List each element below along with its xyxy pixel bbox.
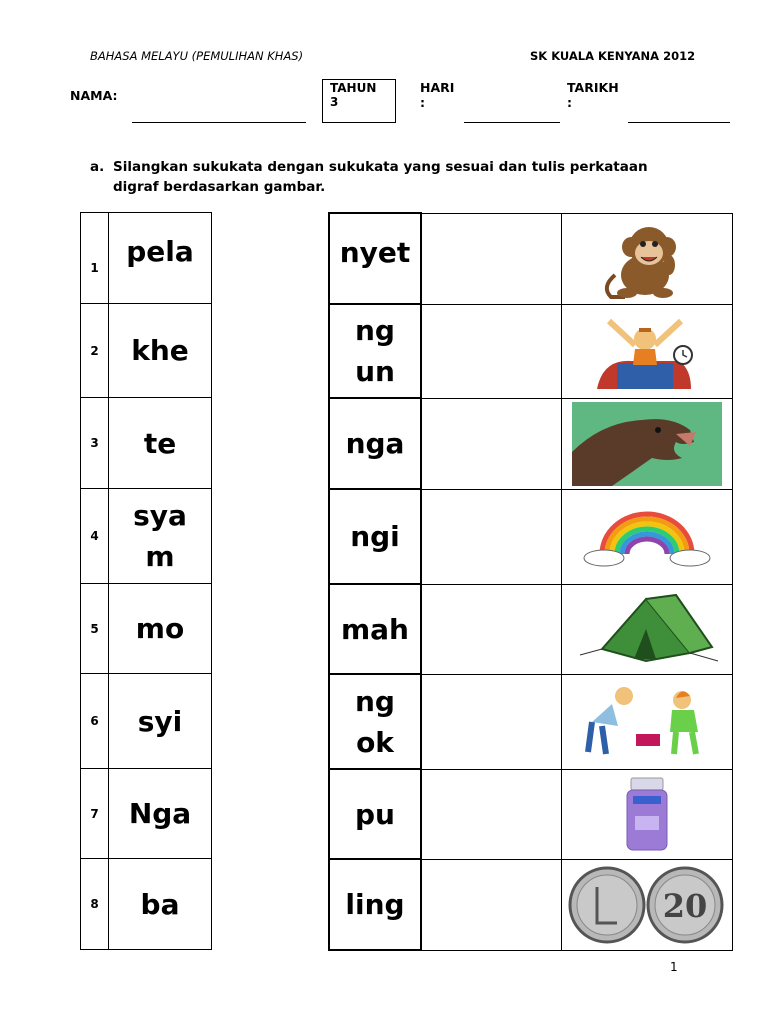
answer-blank[interactable] (421, 584, 561, 674)
monkey-icon (597, 217, 697, 301)
answer-blank[interactable] (421, 674, 561, 769)
right-row (329, 213, 732, 304)
left-syllable[interactable]: te (109, 398, 212, 489)
day-label: HARI (420, 80, 455, 95)
row-number: 3 (81, 398, 109, 489)
row-number: 2 (81, 304, 109, 398)
answer-blank[interactable] (421, 769, 561, 859)
left-row (81, 213, 212, 304)
row-number: 5 (81, 584, 109, 674)
right-syllable[interactable]: ngun (329, 304, 421, 398)
right-syllable-table (328, 212, 733, 951)
school-header: SK KUALA KENYANA 2012 (530, 49, 696, 63)
name-line[interactable] (132, 122, 306, 123)
answer-blank[interactable] (421, 304, 561, 398)
right-syllable[interactable]: ngi (329, 489, 421, 584)
page-number: 1 (670, 960, 678, 974)
date-label: TARIKH (567, 80, 619, 95)
picture-cell (561, 674, 732, 769)
left-syllable[interactable]: ba (109, 859, 212, 950)
picture-cell (561, 769, 732, 859)
picture-cell (561, 584, 732, 674)
subject-header: BAHASA MELAYU (PEMULIHAN KHAS) (90, 49, 304, 63)
coins-icon (567, 865, 727, 945)
lotion-bottle-icon (617, 776, 677, 852)
picture-cell (561, 304, 732, 398)
row-number: 8 (81, 859, 109, 950)
day-label-group (420, 80, 454, 110)
right-syllable[interactable]: pu (329, 769, 421, 859)
instruction-letter: a. (90, 159, 105, 175)
peeking-kids-icon (572, 682, 722, 762)
right-syllable[interactable]: nyet (329, 213, 421, 304)
left-row (81, 489, 212, 584)
answer-blank[interactable] (421, 213, 561, 304)
tent-icon (572, 589, 722, 669)
right-syllable[interactable]: mah (329, 584, 421, 674)
right-syllable[interactable]: nga (329, 398, 421, 489)
right-row (329, 304, 732, 398)
row-number: 4 (81, 489, 109, 584)
answer-blank[interactable] (421, 398, 561, 489)
picture-cell (561, 213, 732, 304)
answer-blank[interactable] (421, 859, 561, 950)
left-syllable[interactable]: syi (109, 674, 212, 769)
right-row (329, 584, 732, 674)
row-number: 1 (81, 213, 109, 304)
left-syllable[interactable]: pela (109, 213, 212, 304)
left-syllable[interactable]: syam (109, 489, 212, 584)
picture-cell (561, 398, 732, 489)
left-syllable[interactable]: mo (109, 584, 212, 674)
left-syllable-table (80, 212, 212, 950)
answer-blank[interactable] (421, 489, 561, 584)
left-row (81, 859, 212, 950)
svg-text:20: 20 (662, 886, 707, 925)
date-label-group (567, 80, 619, 110)
picture-cell (561, 859, 732, 950)
waking-man-icon (587, 309, 707, 393)
picture-cell (561, 489, 732, 584)
rainbow-icon (582, 502, 712, 572)
day-colon: : (420, 95, 425, 110)
left-row (81, 398, 212, 489)
row-number: 6 (81, 674, 109, 769)
day-line[interactable] (464, 122, 560, 123)
right-syllable[interactable]: ling (329, 859, 421, 950)
year-value: 3 (330, 95, 339, 109)
left-row (81, 304, 212, 398)
row-number: 7 (81, 769, 109, 859)
right-row (329, 769, 732, 859)
left-row (81, 674, 212, 769)
date-line[interactable] (628, 122, 730, 123)
left-syllable[interactable]: khe (109, 304, 212, 398)
left-row (81, 584, 212, 674)
year-label: TAHUN (330, 81, 377, 95)
left-syllable[interactable]: Nga (109, 769, 212, 859)
right-row (329, 859, 732, 950)
date-colon: : (567, 95, 572, 110)
right-syllable[interactable]: ngok (329, 674, 421, 769)
right-row (329, 489, 732, 584)
instruction-text: Silangkan sukukata dengan sukukata yang sesuai dan tulis perkataan digraf berdasarkan gambar. (113, 159, 648, 195)
sea-lion-icon (572, 402, 722, 486)
right-row (329, 398, 732, 489)
year-box (322, 79, 396, 123)
right-row (329, 674, 732, 769)
name-label: NAMA: (70, 88, 118, 103)
left-row (81, 769, 212, 859)
